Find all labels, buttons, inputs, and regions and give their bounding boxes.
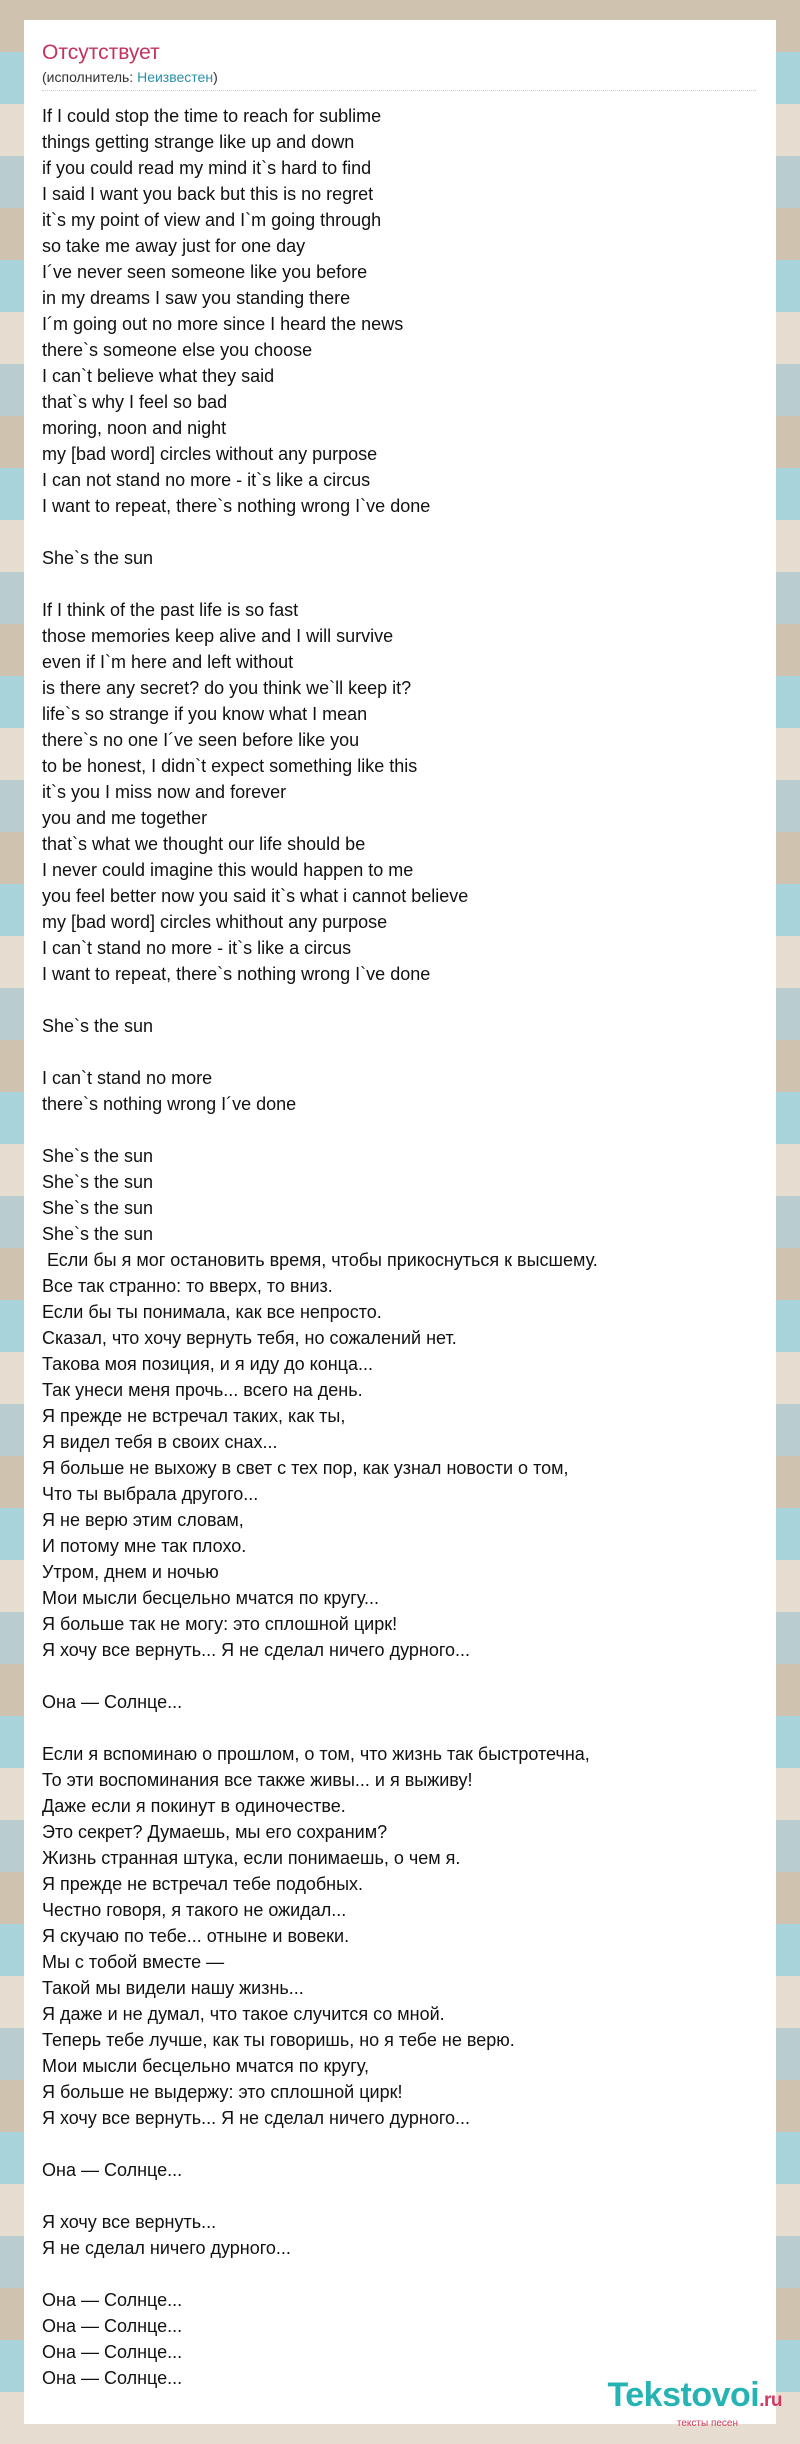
lyrics-line: I´m going out no more since I heard the news xyxy=(42,314,404,334)
lyrics-line: I want to repeat, there`s nothing wrong I`ve done xyxy=(42,496,431,516)
lyrics-line: Я не верю этим словам, xyxy=(42,1510,244,1530)
lyrics-blank-line xyxy=(42,2261,756,2287)
lyrics-line: it`s you I miss now and forever xyxy=(42,782,287,802)
artist-suffix: ) xyxy=(213,69,218,85)
lyrics-line: Мы с тобой вместе — xyxy=(42,1952,225,1972)
lyrics-line: in my dreams I saw you standing there xyxy=(42,288,351,308)
lyrics-blank-line xyxy=(42,1039,756,1065)
logo-tagline: тексты песен xyxy=(676,2418,738,2429)
lyrics-line: there`s nothing wrong I´ve done xyxy=(42,1094,297,1114)
lyrics-line: Она — Солнце... xyxy=(42,2290,183,2310)
lyrics-blank-line xyxy=(42,571,756,597)
lyrics-line: life`s so strange if you know what I mean xyxy=(42,704,368,724)
song-title: Отсутствует xyxy=(42,41,160,64)
lyrics-line: Она — Солнце... xyxy=(42,1692,183,1712)
lyrics-line: Она — Солнце... xyxy=(42,2368,183,2388)
lyrics-line: Она — Солнце... xyxy=(42,2342,183,2362)
lyrics-line: moring, noon and night xyxy=(42,418,227,438)
lyrics-line: I can`t believe what they said xyxy=(42,366,275,386)
lyrics-line: Даже если я покинут в одиночестве. xyxy=(42,1796,346,1816)
lyrics-line: Мои мысли бесцельно мчатся по кругу, xyxy=(42,2056,369,2076)
lyrics-line: She`s the sun xyxy=(42,1146,154,1166)
lyrics-line: She`s the sun xyxy=(42,1016,154,1036)
lyrics-line: She`s the sun xyxy=(42,548,154,568)
lyrics-blank-line xyxy=(42,519,756,545)
lyrics-line: Жизнь странная штука, если понимаешь, о чем я. xyxy=(42,1848,461,1868)
lyrics-line: there`s someone else you choose xyxy=(42,340,313,360)
lyrics-line: Я даже и не думал, что такое случится со мной. xyxy=(42,2004,445,2024)
lyrics-line: If I could stop the time to reach for sublime xyxy=(42,106,382,126)
lyrics-line: you and me together xyxy=(42,808,208,828)
lyrics-blank-line xyxy=(42,1663,756,1689)
lyrics-line: Если бы ты понимала, как все непросто. xyxy=(42,1302,382,1322)
artist-link[interactable]: Неизвестен xyxy=(137,69,214,85)
lyrics-line: that`s why I feel so bad xyxy=(42,392,228,412)
lyrics-blank-line xyxy=(42,2131,756,2157)
lyrics-line: those memories keep alive and I will survive xyxy=(42,626,394,646)
lyrics-blank-line xyxy=(42,1715,756,1741)
lyrics-line: Мои мысли бесцельно мчатся по кругу... xyxy=(42,1588,379,1608)
lyrics-line: Сказал, что хочу вернуть тебя, но сожалений нет. xyxy=(42,1328,457,1348)
lyrics-line: Я прежде не встречал тебе подобных. xyxy=(42,1874,364,1894)
lyrics-line: Если я вспоминаю о прошлом, о том, что жизнь так быстротечна, xyxy=(42,1744,590,1764)
site-logo[interactable] xyxy=(608,2378,782,2430)
lyrics-line: She`s the sun xyxy=(42,1224,154,1244)
lyrics-line: there`s no one I´ve seen before like you xyxy=(42,730,360,750)
lyrics-line: То эти воспоминания все также живы... и я выживу! xyxy=(42,1770,473,1790)
lyrics-line: I want to repeat, there`s nothing wrong I`ve done xyxy=(42,964,431,984)
lyrics-line: Я больше так не могу: это сплошной цирк! xyxy=(42,1614,398,1634)
lyrics-line: I can not stand no more - it`s like a circus xyxy=(42,470,371,490)
lyrics-blank-line xyxy=(42,2183,756,2209)
lyrics-line: Это секрет? Думаешь, мы его сохраним? xyxy=(42,1822,388,1842)
lyrics-line: Она — Солнце... xyxy=(42,2160,183,2180)
logo-wordmark: Tekstovoi xyxy=(607,2376,760,2414)
lyrics-line: Все так странно: то вверх, то вниз. xyxy=(42,1276,333,1296)
lyrics-line: She`s the sun xyxy=(42,1172,154,1192)
lyrics-line: Утром, днем и ночью xyxy=(42,1562,219,1582)
lyrics-blank-line xyxy=(42,1117,756,1143)
lyrics-line: She`s the sun xyxy=(42,1198,154,1218)
artist-prefix: (исполнитель: xyxy=(42,69,138,85)
lyrics-line: you feel better now you said it`s what i cannot believe xyxy=(42,886,469,906)
lyrics-line: to be honest, I didn`t expect something like this xyxy=(42,756,418,776)
lyrics-line: Я не сделал ничего дурного... xyxy=(42,2238,291,2258)
lyrics-line: my [bad word] circles whithout any purpose xyxy=(42,912,388,932)
lyrics-line: my [bad word] circles without any purpose xyxy=(42,444,378,464)
lyrics-text xyxy=(42,103,756,2391)
lyrics-line: Такой мы видели нашу жизнь... xyxy=(42,1978,304,1998)
lyrics-line: Она — Солнце... xyxy=(42,2316,183,2336)
lyrics-line: things getting strange like up and down xyxy=(42,132,355,152)
lyrics-line: so take me away just for one day xyxy=(42,236,306,256)
lyrics-line: И потому мне так плохо. xyxy=(42,1536,247,1556)
lyrics-line: I´ve never seen someone like you before xyxy=(42,262,368,282)
lyrics-line: Я больше не выхожу в свет с тех пор, как узнал новости о том, xyxy=(42,1458,569,1478)
lyrics-line: Я прежде не встречал таких, как ты, xyxy=(42,1406,346,1426)
lyrics-line: I never could imagine this would happen to me xyxy=(42,860,414,880)
lyrics-line: it`s my point of view and I`m going through xyxy=(42,210,382,230)
lyrics-line: that`s what we thought our life should be xyxy=(42,834,366,854)
lyrics-line: Такова моя позиция, и я иду до конца... xyxy=(42,1354,373,1374)
lyrics-line: Я видел тебя в своих снах... xyxy=(42,1432,278,1452)
artist-line xyxy=(42,68,756,91)
logo-tld: .ru xyxy=(759,2390,782,2411)
lyrics-line: If I think of the past life is so fast xyxy=(42,600,299,620)
lyrics-line: I can`t stand no more xyxy=(42,1068,213,1088)
lyrics-line: I said I want you back but this is no regret xyxy=(42,184,374,204)
lyrics-line: Так унеси меня прочь... всего на день. xyxy=(42,1380,363,1400)
lyrics-line: Я скучаю по тебе... отныне и вовеки. xyxy=(42,1926,350,1946)
lyrics-line: Если бы я мог остановить время, чтобы прикоснуться к высшему. xyxy=(42,1250,598,1270)
lyrics-line: Я хочу все вернуть... xyxy=(42,2212,217,2232)
lyrics-line: Я больше не выдержу: это сплошной цирк! xyxy=(42,2082,403,2102)
lyrics-card xyxy=(24,20,776,2424)
lyrics-line: is there any secret? do you think we`ll keep it? xyxy=(42,678,412,698)
lyrics-line: I can`t stand no more - it`s like a circus xyxy=(42,938,352,958)
lyrics-blank-line xyxy=(42,987,756,1013)
lyrics-line: Я хочу все вернуть... Я не сделал ничего дурного... xyxy=(42,2108,471,2128)
lyrics-line: if you could read my mind it`s hard to find xyxy=(42,158,372,178)
lyrics-line: Теперь тебе лучше, как ты говоришь, но я тебе не верю. xyxy=(42,2030,515,2050)
lyrics-line: Что ты выбрала другого... xyxy=(42,1484,259,1504)
lyrics-line: even if I`m here and left without xyxy=(42,652,294,672)
lyrics-line: Честно говоря, я такого не ожидал... xyxy=(42,1900,347,1920)
lyrics-line: Я хочу все вернуть... Я не сделал ничего дурного... xyxy=(42,1640,471,1660)
